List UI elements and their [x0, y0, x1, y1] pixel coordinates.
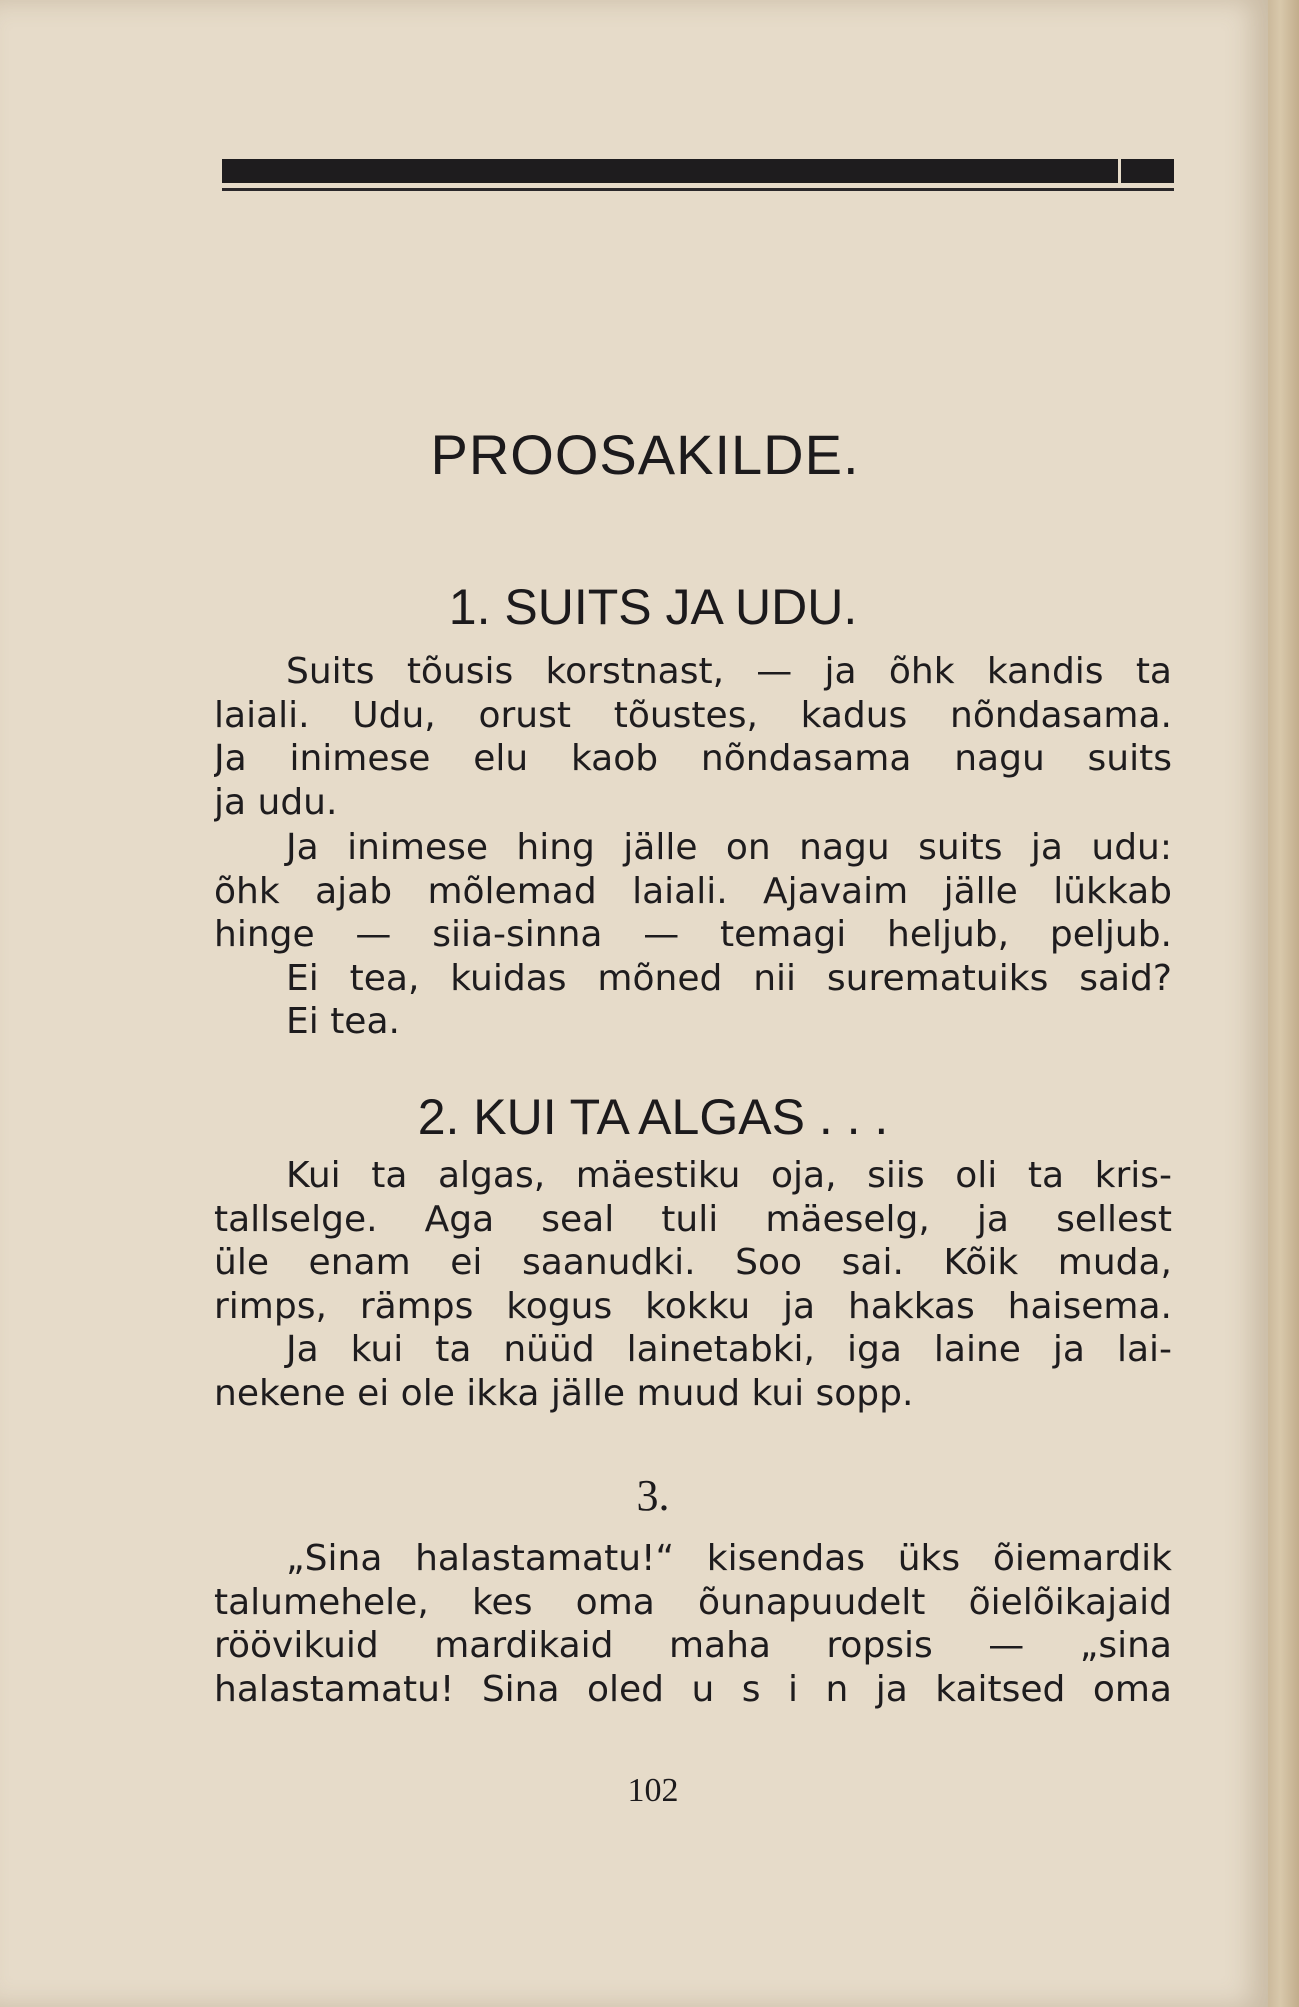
text-line: Ei tea, kuidas mõned nii surematuiks said? — [286, 957, 1172, 999]
text-line: Ja inimese hing jälle on nagu suits ja udu: — [286, 827, 1172, 868]
text-line: üle enam ei saanudki. Soo sai. Kõik muda, — [214, 1242, 1172, 1283]
text-line: röövikuid mardikaid maha ropsis — „sina — [214, 1625, 1172, 1666]
text-line: tallselge. Aga seal tuli mäeselg, ja sellest — [214, 1198, 1172, 1240]
section-3-title: 3. — [636, 1471, 670, 1520]
page-number: 102 — [627, 1772, 679, 1809]
text-line: Kui ta algas, mäestiku oja, siis oli ta kris- — [286, 1155, 1172, 1196]
text-line: Ja inimese elu kaob nõndasama nagu suits — [214, 738, 1172, 779]
section-2-paragraph — [214, 1154, 1172, 1415]
header-ornament-rule — [222, 159, 1174, 183]
section-1-paragraph-2 — [214, 826, 1172, 1044]
text-line: Suits tõusis korstnast, — ja õhk kandis ta — [286, 651, 1172, 692]
header-ornament-notch — [1118, 159, 1121, 183]
section-3-paragraph — [214, 1537, 1172, 1711]
section-1-title: 1. SUITS JA UDU. — [448, 579, 858, 635]
chapter-title: PROOSAKILDE. — [430, 423, 860, 486]
text-line: halastamatu! Sina oled u s i n ja kaitsed oma — [214, 1668, 1172, 1710]
text-line: nekene ei ole ikka jälle muud kui sopp. — [214, 1372, 914, 1414]
section-2-title: 2. KUI TA ALGAS . . . — [417, 1089, 889, 1145]
page-edge-background — [1268, 0, 1299, 2007]
text-line: laiali. Udu, orust tõustes, kadus nõndasama. — [214, 694, 1172, 736]
text-line: õhk ajab mõlemad laiali. Ajavaim jälle lükkab — [214, 870, 1172, 912]
text-line: Ei tea. — [286, 1001, 400, 1042]
text-line: hinge — siia-sinna — temagi heljub, peljub. — [214, 914, 1172, 955]
text-line: ja udu. — [214, 781, 338, 823]
text-line: talumehele, kes oma õunapuudelt õielõikajaid — [214, 1581, 1172, 1623]
text-line: rimps, rämps kogus kokku ja hakkas haisema. — [214, 1285, 1172, 1327]
header-thin-rule — [222, 188, 1174, 191]
text-line: „Sina halastamatu!“ kisendas üks õiemardik — [286, 1538, 1172, 1579]
section-1-paragraph-1 — [214, 650, 1172, 824]
text-line: Ja kui ta nüüd lainetabki, iga laine ja lai- — [286, 1329, 1172, 1370]
